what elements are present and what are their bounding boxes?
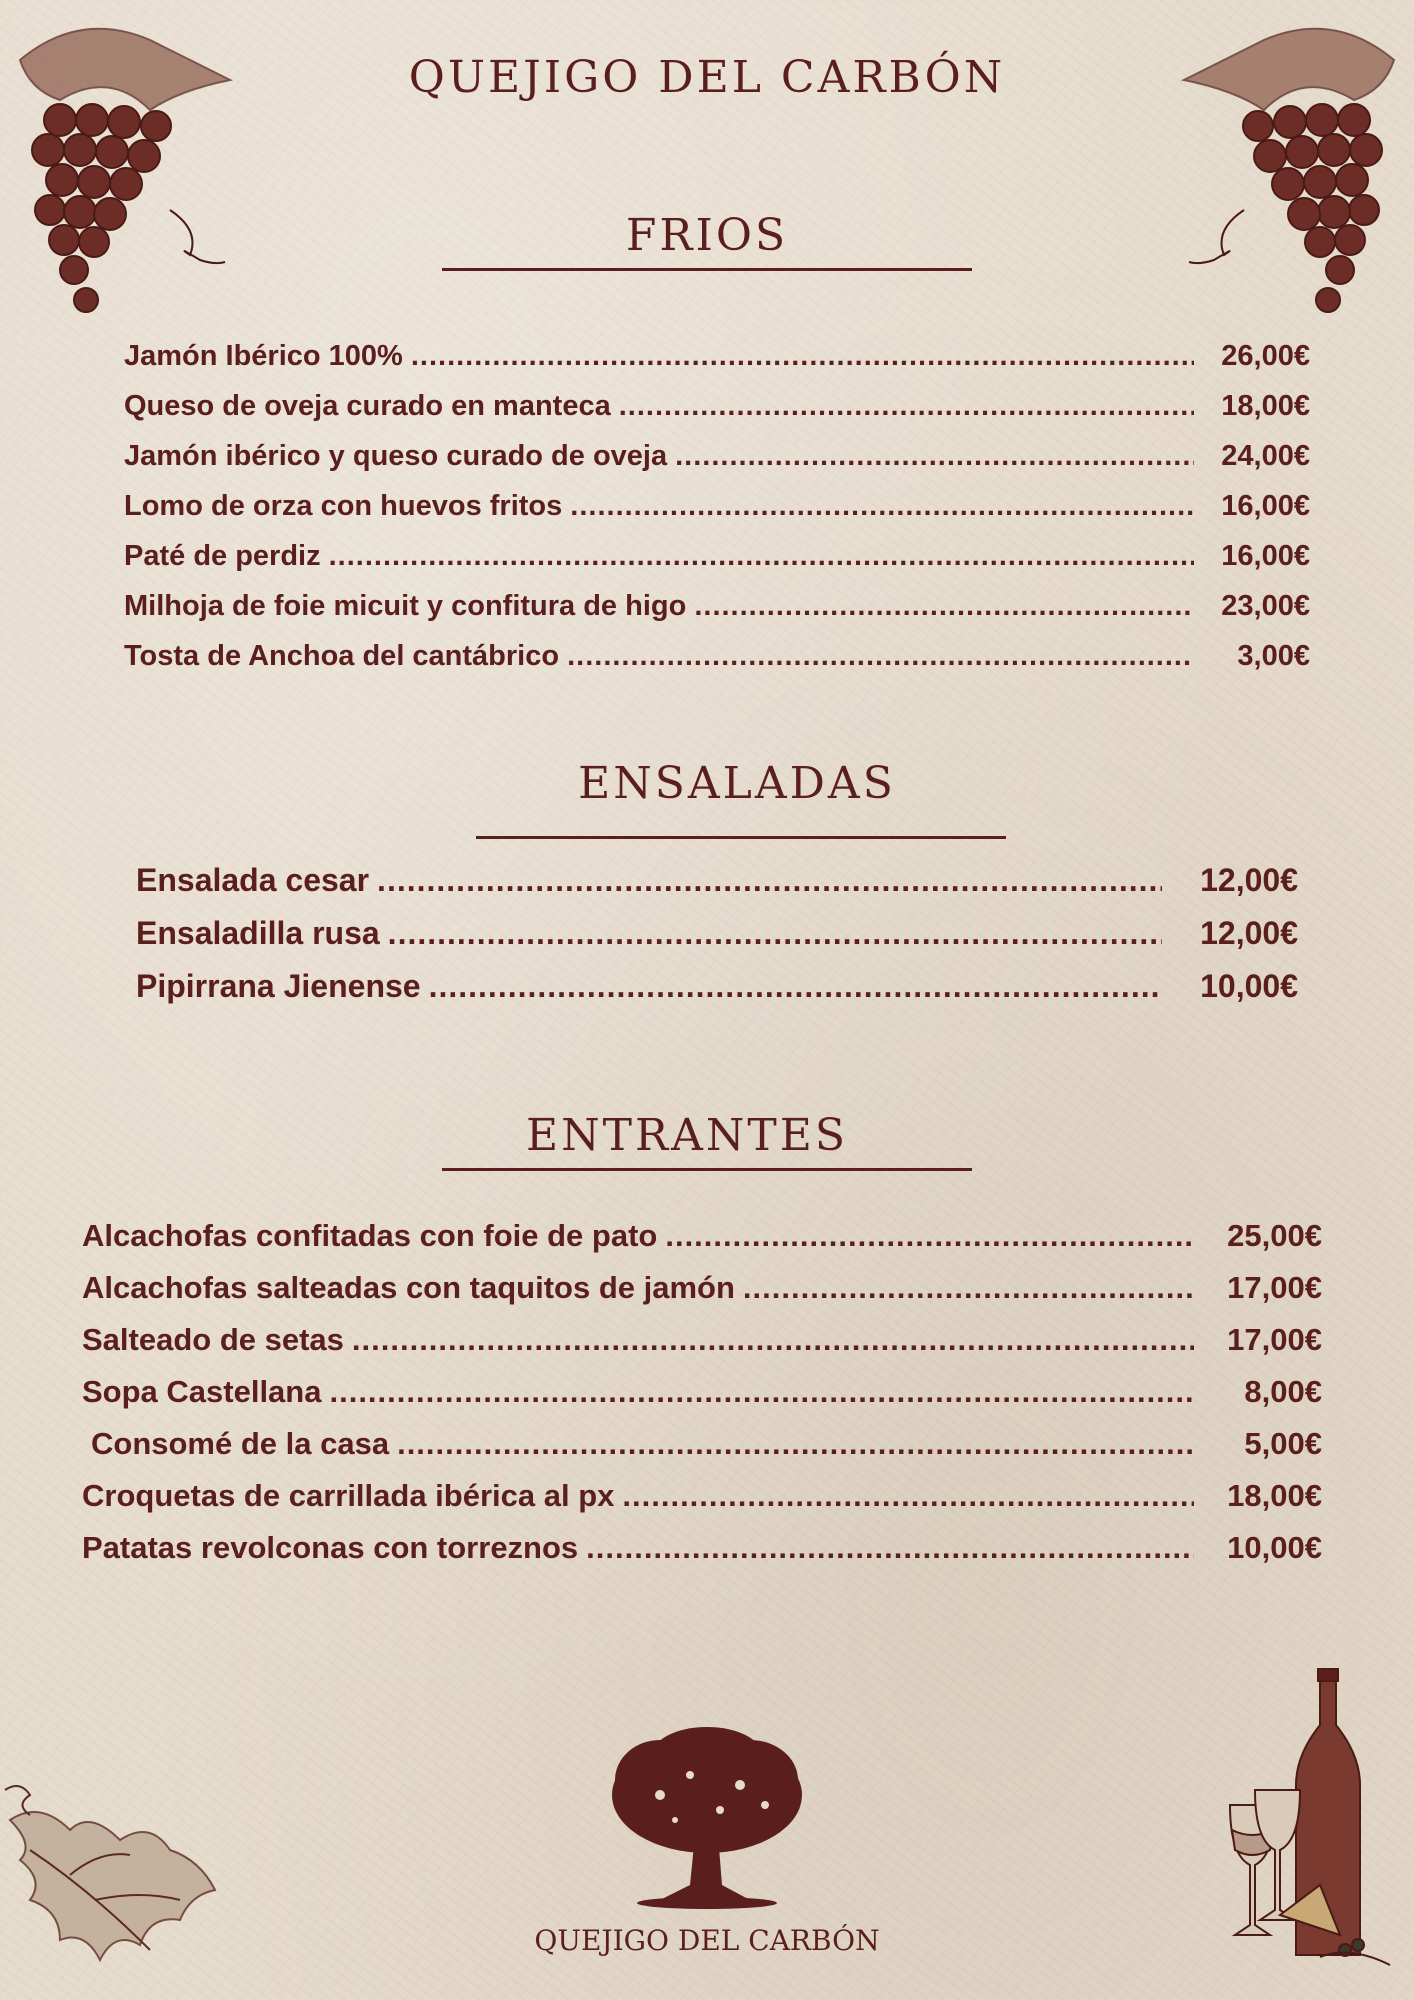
menu-item-name: Jamón Ibérico 100%	[124, 340, 403, 372]
menu-item-name: Paté de perdiz	[124, 540, 321, 572]
menu-item-name: Pipirrana Jienense	[136, 968, 421, 1004]
dot-leader	[743, 1270, 1194, 1306]
dot-leader	[329, 540, 1194, 573]
menu-item-name: Tosta de Anchoa del cantábrico	[124, 640, 560, 672]
dot-leader	[397, 1426, 1194, 1462]
menu-item	[124, 540, 1310, 590]
menu-item	[82, 1426, 1322, 1478]
menu-item	[82, 1218, 1322, 1270]
menu-item-name: Alcachofas salteadas con taquitos de jamón	[82, 1270, 735, 1305]
menu-item-price: 16,00€	[1221, 540, 1310, 572]
menu-item-name: Jamón ibérico y queso curado de oveja	[124, 440, 668, 472]
section-divider	[442, 268, 972, 271]
menu-list-entrantes	[82, 1218, 1322, 1582]
dot-leader	[619, 390, 1194, 423]
menu-item-price: 18,00€	[1227, 1478, 1322, 1513]
menu-list-frios	[124, 340, 1310, 690]
menu-item	[124, 440, 1310, 490]
menu-item-name: Sopa Castellana	[82, 1374, 322, 1409]
dot-leader	[675, 440, 1194, 473]
section-heading-ensaladas: ENSALADAS	[578, 758, 896, 809]
menu-item	[82, 1478, 1322, 1530]
menu-item-name: Alcachofas confitadas con foie de pato	[82, 1218, 658, 1253]
menu-item-name: Ensalada cesar	[136, 862, 370, 898]
menu-item-price: 26,00€	[1221, 340, 1310, 372]
menu-item-price: 24,00€	[1221, 440, 1310, 472]
section-divider	[442, 1168, 972, 1171]
oak-tree-logo-icon	[600, 1725, 814, 1915]
menu-item	[124, 590, 1310, 640]
menu-item-price: 12,00€	[1200, 862, 1298, 898]
section-divider	[476, 836, 1006, 839]
menu-item-price: 17,00€	[1227, 1270, 1322, 1305]
menu-item-price: 5,00€	[1244, 1426, 1322, 1461]
section-heading-frios: FRIOS	[625, 210, 789, 261]
menu-item-price: 16,00€	[1221, 490, 1310, 522]
menu-item	[82, 1270, 1322, 1322]
menu-item-price: 10,00€	[1200, 968, 1298, 1004]
menu-item	[136, 862, 1298, 915]
menu-item-price: 8,00€	[1244, 1374, 1322, 1409]
menu-item-price: 17,00€	[1227, 1322, 1322, 1357]
dot-leader	[570, 490, 1194, 523]
menu-item-name: Croquetas de carrillada ibérica al px	[82, 1478, 615, 1513]
menu-item	[124, 390, 1310, 440]
dot-leader	[377, 862, 1162, 899]
menu-item	[136, 915, 1298, 968]
menu-item	[124, 640, 1310, 690]
menu-item-name: Salteado de setas	[82, 1322, 344, 1357]
restaurant-title: QUEJIGO DEL CARBÓN	[408, 52, 1006, 103]
menu-item-price: 3,00€	[1237, 640, 1310, 672]
menu-item-price: 25,00€	[1227, 1218, 1322, 1253]
menu-item	[82, 1374, 1322, 1426]
dot-leader	[665, 1218, 1194, 1254]
section-heading-entrantes: ENTRANTES	[526, 1110, 848, 1161]
menu-item	[136, 968, 1298, 1021]
dot-leader	[567, 640, 1194, 673]
menu-item-price: 23,00€	[1221, 590, 1310, 622]
dot-leader	[388, 915, 1162, 952]
menu-item-name: Queso de oveja curado en manteca	[124, 390, 611, 422]
menu-item-name: Consomé de la casa	[91, 1426, 390, 1461]
menu-item-price: 18,00€	[1221, 390, 1310, 422]
logo-wordmark: QUEJIGO DEL CARBÓN	[534, 1924, 880, 1957]
menu-item-name: Ensaladilla rusa	[136, 915, 380, 951]
menu-item	[124, 340, 1310, 390]
menu-item-name: Milhoja de foie micuit y confitura de higo	[124, 590, 687, 622]
dot-leader	[411, 340, 1194, 373]
menu-list-ensaladas	[136, 862, 1298, 1021]
menu-item-name: Patatas revolconas con torreznos	[82, 1530, 579, 1565]
dot-leader	[586, 1530, 1194, 1566]
dot-leader	[429, 968, 1162, 1005]
menu-item	[82, 1530, 1322, 1582]
dot-leader	[694, 590, 1194, 623]
dot-leader	[352, 1322, 1194, 1358]
wine-bottle-glasses-icon	[1220, 1665, 1400, 1975]
menu-item-name: Lomo de orza con huevos fritos	[124, 490, 563, 522]
dot-leader	[622, 1478, 1194, 1514]
dot-leader	[329, 1374, 1194, 1410]
menu-item	[124, 490, 1310, 540]
menu-item-price: 10,00€	[1227, 1530, 1322, 1565]
menu-item-price: 12,00€	[1200, 915, 1298, 951]
menu-item	[82, 1322, 1322, 1374]
